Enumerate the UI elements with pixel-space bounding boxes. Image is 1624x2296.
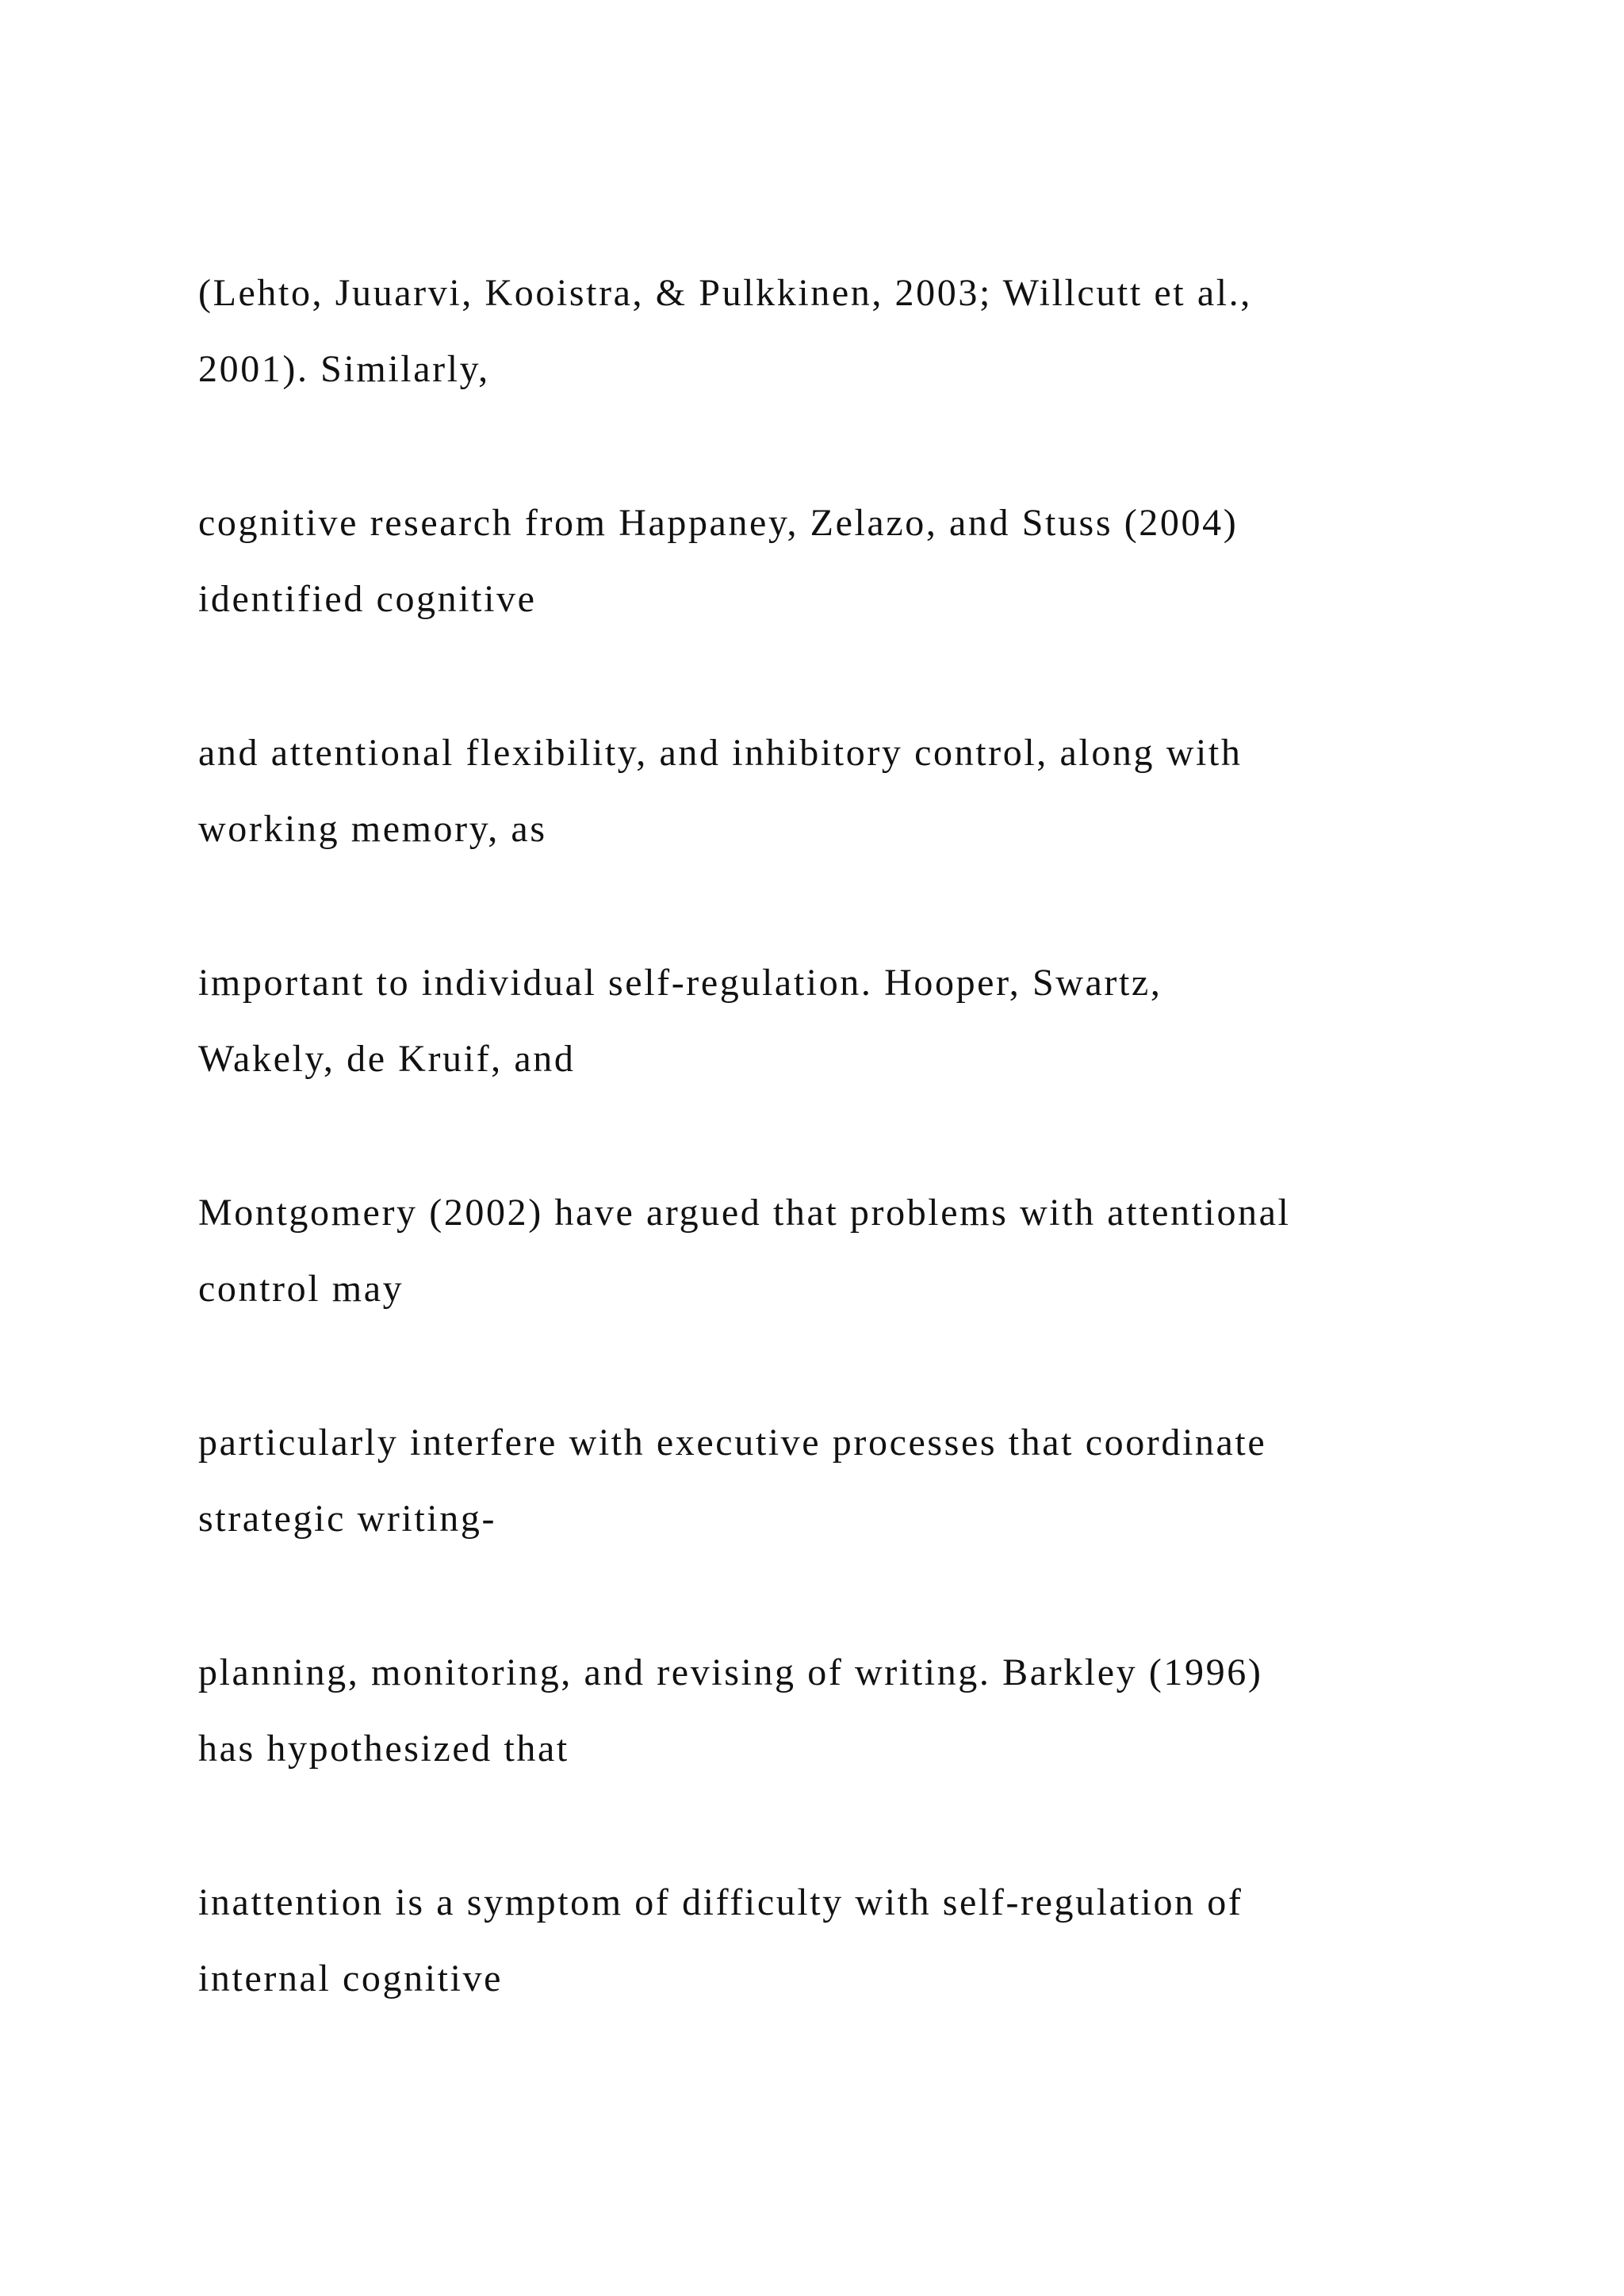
text-line: Wakely, de Kruif, and xyxy=(198,1038,576,1080)
text-line: inattention is a symptom of difficulty with self-regulation of xyxy=(198,1881,1243,1923)
paragraph xyxy=(198,255,1499,408)
paragraph xyxy=(198,1405,1499,1557)
text-line: Montgomery (2002) have argued that problems with attentional xyxy=(198,1192,1291,1234)
text-line: internal cognitive xyxy=(198,1957,504,1999)
text-line: important to individual self-regulation. Hooper, Swartz, xyxy=(198,962,1162,1004)
paragraph xyxy=(198,1865,1499,2017)
paragraph xyxy=(198,945,1499,1097)
text-line: and attentional flexibility, and inhibitory control, along with xyxy=(198,732,1243,774)
paragraph xyxy=(198,1175,1499,1327)
paragraph xyxy=(198,485,1499,637)
text-line: cognitive research from Happaney, Zelazo, and Stuss (2004) xyxy=(198,502,1239,544)
body-text xyxy=(198,255,1499,2095)
text-line: control may xyxy=(198,1268,404,1310)
paragraph xyxy=(198,715,1499,867)
text-line: working memory, as xyxy=(198,808,547,850)
paragraph xyxy=(198,1635,1499,1787)
text-line: strategic writing- xyxy=(198,1498,497,1540)
text-line: has hypothesized that xyxy=(198,1728,569,1770)
text-line: 2001). Similarly, xyxy=(198,348,490,390)
text-line: (Lehto, Juuarvi, Kooistra, & Pulkkinen, 2003; Willcutt et al., xyxy=(198,272,1252,314)
text-line: planning, monitoring, and revising of writing. Barkley (1996) xyxy=(198,1651,1263,1693)
text-line: particularly interfere with executive processes that coordinate xyxy=(198,1422,1267,1464)
text-line: identified cognitive xyxy=(198,578,537,620)
